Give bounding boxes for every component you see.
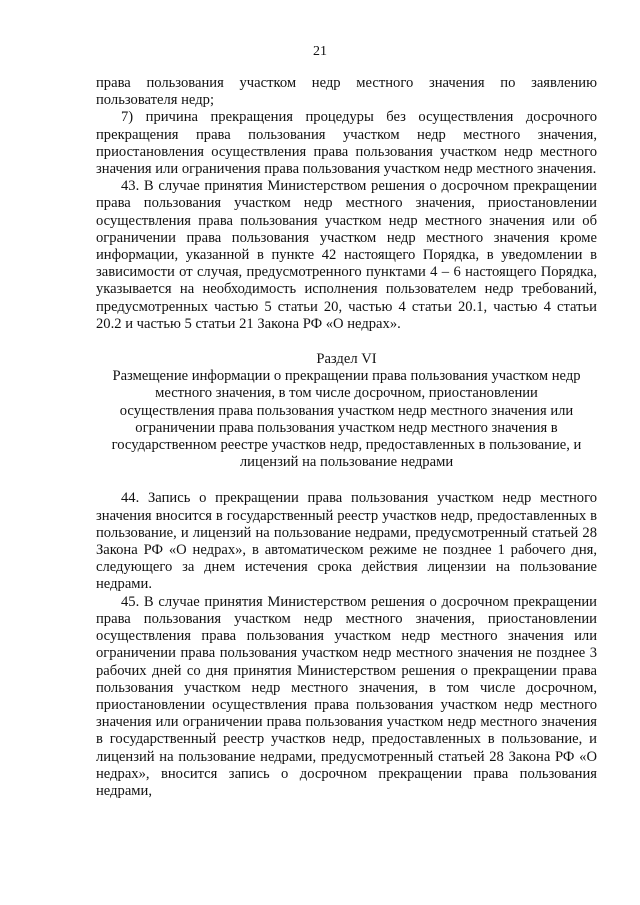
section-title: Размещение информации о прекращении права пользования участком недр местного значения, в том числе досрочном, приостановлении осуществления права пользования участком недр местного значения или ограничении права пользования участком недр местного значения в государственном реестре участков недр, предоставленных в пользование, и лицензий на пользование недрами <box>111 368 582 471</box>
paragraph-item-7: 7) причина прекращения процедуры без осуществления досрочного прекращения права пользования участком недр местного значения, приостановления осуществления права пользования участком недр местного значения или ограничения права пользования участком недр местного значения. <box>96 109 597 178</box>
document-body <box>96 75 597 800</box>
page-number: 21 <box>313 44 327 59</box>
paragraph-fragment-continuation: права пользования участком недр местного значения по заявлению пользователя недр; <box>96 75 597 109</box>
paragraph-item-43: 43. В случае принятия Министерством решения о досрочном прекращении права пользования участком недр местного значения, приостановлении осуществления права пользования участком недр местного значения или об ограничении права пользования участком недр местного значения кроме информации, указанной в пункте 42 настоящего Порядка, в уведомлении в зависимости от случая, предусмотренного пунктами 4 – 6 настоящего Порядка, указывается на необходимость исполнения пользователем недр требований, предусмотренных частью 5 статьи 20, частью 4 статьи 20.1, частью 4 статьи 20.2 и частью 5 статьи 21 Закона РФ «О недрах». <box>96 178 597 332</box>
section-label: Раздел VI <box>316 351 377 368</box>
paragraph-item-44: 44. Запись о прекращении права пользования участком недр местного значения вносится в государственный реестр участков недр, предоставленных в пользование, и лицензий на пользование недрами, предусмотренный статьей 28 Закона РФ «О недрах», в автоматическом режиме не позднее 1 рабочего дня, следующего за днем истечения срока действия лицензии на пользование недрами. <box>96 490 597 593</box>
paragraph-item-45: 45. В случае принятия Министерством решения о досрочном прекращении права пользования участком недр местного значения, приостановлении осуществления права пользования участком недр местного значения или ограничении права пользования участком недр местного значения не позднее 3 рабочих дней со дня принятия Министерством решения о прекращении права пользования участком недр местного значения, в том числе досрочном, приостановлении осуществления права пользования участком недр местного значения или ограничении права пользования участком недр местного значения в государственный реестр участков недр, предоставленных в пользование, и лицензий на пользование недрами, предусмотренный статьей 28 Закона РФ «О недрах», вносится запись о досрочном прекращении права пользования недрами, <box>96 593 597 799</box>
section-heading <box>96 351 597 471</box>
heading-spacer <box>96 471 597 490</box>
